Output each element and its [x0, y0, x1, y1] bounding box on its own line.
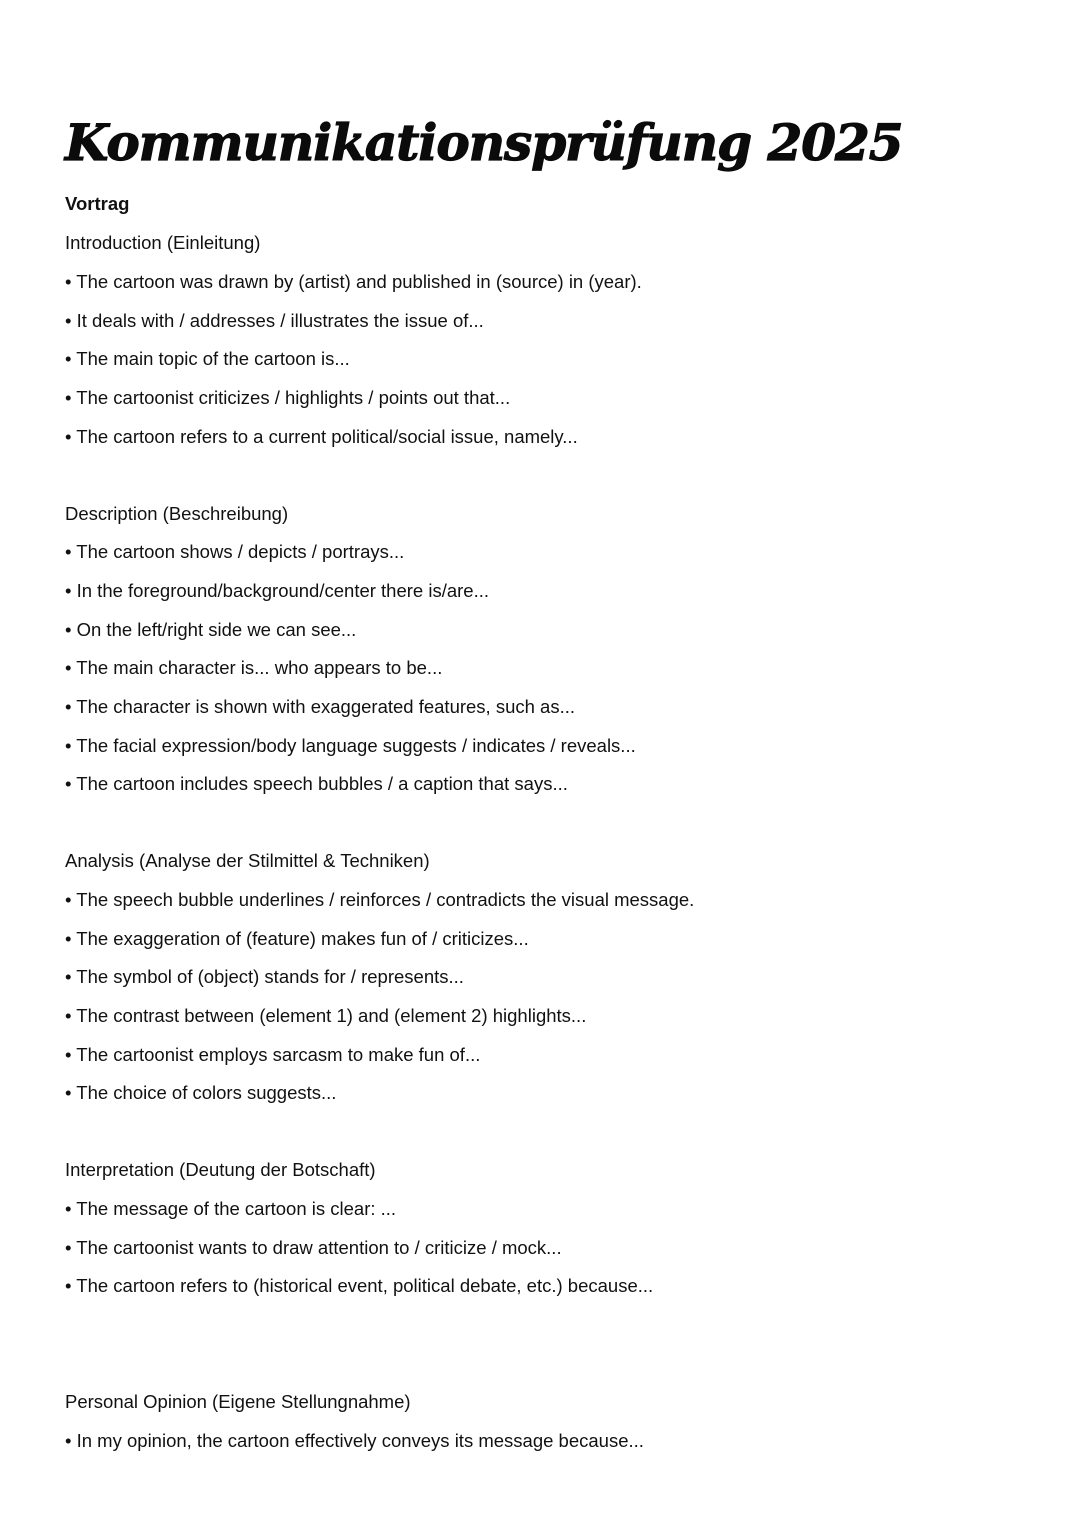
- section-heading-introduction: Introduction (Einleitung): [65, 232, 261, 253]
- list-item: • The cartoonist employs sarcasm to make fun of...: [65, 1044, 481, 1065]
- page-title: Kommunikationsprüfung 2025: [65, 113, 903, 172]
- list-item: • The cartoon includes speech bubbles / a caption that says...: [65, 773, 568, 794]
- list-item: • The symbol of (object) stands for / represents...: [65, 966, 464, 987]
- list-item: • The character is shown with exaggerated features, such as...: [65, 696, 576, 717]
- section-heading-analysis: Analysis (Analyse der Stilmittel & Techniken): [65, 850, 430, 871]
- list-item: • It deals with / addresses / illustrates the issue of...: [65, 310, 484, 331]
- list-item: • The cartoon shows / depicts / portrays...: [65, 541, 405, 562]
- list-item: • The cartoon refers to (historical event, political debate, etc.) because...: [65, 1275, 654, 1296]
- list-item: • The cartoon refers to a current political/social issue, namely...: [65, 426, 578, 447]
- list-item: • The exaggeration of (feature) makes fun of / criticizes...: [65, 928, 529, 949]
- list-item: • The message of the cartoon is clear: ...: [65, 1198, 397, 1219]
- list-item: • The main character is... who appears to be...: [65, 657, 443, 678]
- list-item: • The choice of colors suggests...: [65, 1082, 337, 1103]
- section-heading-interpretation: Interpretation (Deutung der Botschaft): [65, 1159, 376, 1180]
- list-item: • The speech bubble underlines / reinforces / contradicts the visual message.: [65, 889, 695, 910]
- list-item: • The cartoonist criticizes / highlights / points out that...: [65, 387, 511, 408]
- section-heading-description: Description (Beschreibung): [65, 503, 289, 524]
- list-item: • The facial expression/body language suggests / indicates / reveals...: [65, 735, 636, 756]
- section-heading-personal-opinion: Personal Opinion (Eigene Stellungnahme): [65, 1391, 411, 1412]
- list-item: • In my opinion, the cartoon effectively conveys its message because...: [65, 1430, 644, 1451]
- list-item: • The cartoonist wants to draw attention to / criticize / mock...: [65, 1237, 562, 1258]
- list-item: • In the foreground/background/center there is/are...: [65, 580, 490, 601]
- list-item: • The contrast between (element 1) and (element 2) highlights...: [65, 1005, 587, 1026]
- list-item: • The cartoon was drawn by (artist) and published in (source) in (year).: [65, 271, 642, 292]
- list-item: • On the left/right side we can see...: [65, 619, 357, 640]
- list-item: • The main topic of the cartoon is...: [65, 348, 350, 369]
- subtitle: Vortrag: [65, 193, 130, 214]
